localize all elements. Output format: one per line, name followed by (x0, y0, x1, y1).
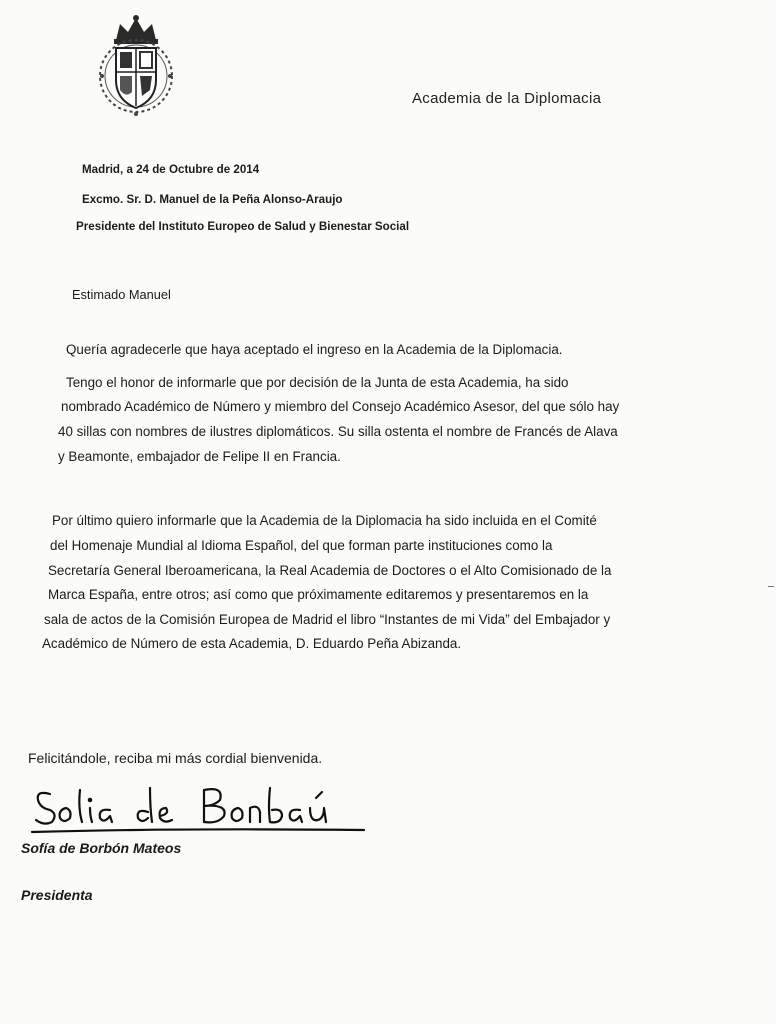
paragraph-2-line: Tengo el honor de informarle que por decisión de la Junta de esta Academia, ha sido (66, 375, 569, 390)
closing-line: Felicitándole, reciba mi más cordial bienvenida. (28, 750, 323, 766)
organization-name: Academia de la Diplomacia (412, 90, 602, 107)
paragraph-2-line: nombrado Académico de Número y miembro del Consejo Académico Asesor, del que sólo hay (61, 399, 620, 414)
paragraph-3-line: Académico de Número de esta Academia, D. Eduardo Peña Abizanda. (42, 636, 462, 651)
signatory-title: Presidenta (21, 887, 93, 903)
paragraph-3-line: del Homenaje Mundial al Idioma Español, del que forman parte instituciones como la (50, 538, 553, 553)
date-line: Madrid, a 24 de Octubre de 2014 (82, 163, 260, 176)
paragraph-2-line: y Beamonte, embajador de Felipe II en Francia. (58, 449, 341, 464)
paragraph-3-line: Marca España, entre otros; así como que próximamente editaremos y presentaremos en la (48, 587, 589, 602)
signatory-name: Sofía de Borbón Mateos (21, 840, 182, 856)
coat-of-arms-icon (92, 10, 180, 118)
paragraph-3-line: Secretaría General Iberoamericana, la Real Academia de Doctores o el Alto Comisionado de la (48, 563, 612, 578)
recipient-name: Excmo. Sr. D. Manuel de la Peña Alonso-Araujo (82, 193, 343, 206)
recipient-title: Presidente del Instituto Europeo de Salud y Bienestar Social (76, 220, 410, 233)
salutation: Estimado Manuel (72, 287, 171, 302)
handwritten-signature (28, 778, 368, 838)
paragraph-3-line: Por último quiero informarle que la Academia de la Diplomacia ha sido incluida en el Comité (52, 513, 597, 528)
paragraph-3-line: sala de actos de la Comisión Europea de Madrid el libro “Instantes de mi Vida” del Embajador y (44, 612, 611, 627)
paragraph-2-line: 40 sillas con nombres de ilustres diplomáticos. Su silla ostenta el nombre de Francés de Alava (58, 424, 618, 439)
paragraph-1: Quería agradecerle que haya aceptado el ingreso en la Academia de la Diplomacia. (66, 342, 563, 357)
page-edge-mark (768, 586, 774, 587)
